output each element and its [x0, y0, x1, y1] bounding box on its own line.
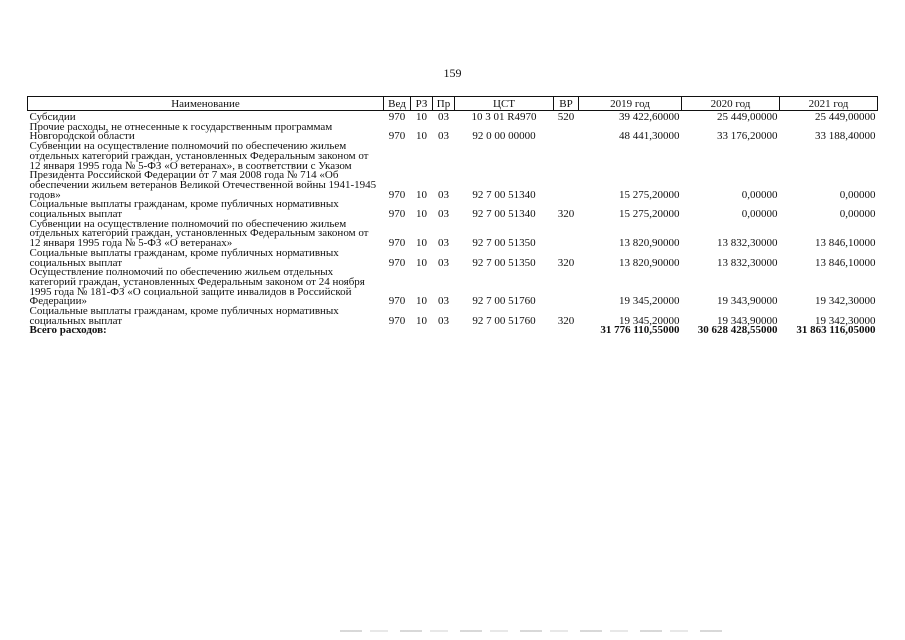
row-ved: 970 [388, 111, 406, 123]
row-2019: 13 820,90000 [619, 256, 680, 269]
table-row [28, 200, 878, 219]
row-vr [554, 142, 579, 200]
row-pr: 03 [438, 295, 449, 308]
header-pr: Пр [433, 97, 455, 111]
table-row [28, 220, 878, 249]
row-2019: 15 275,20000 [619, 208, 680, 221]
table-row [28, 268, 878, 307]
row-rz: 10 [416, 314, 427, 327]
total-2019: 31 776 110,55000 [600, 324, 680, 337]
budget-table [27, 96, 878, 336]
row-ved: 970 [388, 314, 406, 327]
row-cst: 92 7 00 51350 [472, 237, 536, 250]
row-2019: 19 345,20000 [619, 295, 680, 308]
row-2019: 15 275,20000 [619, 188, 680, 201]
row-ved: 970 [388, 188, 406, 201]
row-vr [554, 220, 579, 249]
row-name: Прочие расходы, не отнесенные к государственным программам Новгородской области [29, 120, 333, 143]
row-2021: 25 449,00000 [815, 111, 876, 123]
row-vr: 520 [557, 111, 575, 123]
row-cst: 10 3 01 R4970 [471, 111, 537, 123]
row-2020: 19 343,90000 [717, 314, 778, 327]
row-pr: 03 [438, 130, 449, 143]
row-cst: 92 7 00 51760 [472, 314, 536, 327]
row-2020: 19 343,90000 [717, 295, 778, 308]
header-name: Наименование [28, 97, 384, 111]
header-ved: Вед [384, 97, 411, 111]
row-2021: 0,00000 [839, 188, 876, 201]
row-2021: 13 846,10000 [815, 256, 876, 269]
row-pr: 03 [438, 208, 449, 221]
row-pr: 03 [438, 237, 449, 250]
row-ved: 970 [388, 130, 406, 143]
row-2021: 33 188,40000 [815, 130, 876, 143]
row-pr: 03 [438, 314, 449, 327]
row-2019: 13 820,90000 [619, 237, 680, 250]
row-pr: 03 [438, 256, 449, 269]
row-vr: 320 [557, 208, 575, 221]
total-label: Всего расходов: [29, 324, 107, 337]
total-vr-empty [554, 326, 579, 336]
total-cst-empty [455, 326, 554, 336]
total-2021: 31 863 116,05000 [796, 324, 876, 337]
row-rz: 10 [416, 295, 427, 308]
row-name: Социальные выплаты гражданам, кроме публичных нормативных социальных выплат [29, 246, 339, 269]
row-name: Субсидии [29, 111, 76, 123]
row-2020: 13 832,30000 [717, 256, 778, 269]
total-row [28, 326, 878, 336]
row-vr [554, 123, 579, 142]
table-row [28, 142, 878, 200]
header-rz: РЗ [411, 97, 433, 111]
row-cst: 92 7 00 51340 [472, 188, 536, 201]
header-2019: 2019 год [579, 97, 682, 111]
row-2019: 19 345,20000 [619, 314, 680, 327]
row-vr: 320 [557, 256, 575, 269]
row-2021: 13 846,10000 [815, 237, 876, 250]
scan-artifact-line [340, 630, 725, 632]
row-2019: 48 441,30000 [619, 130, 680, 143]
row-2021: 19 342,30000 [815, 295, 876, 308]
header-2021: 2021 год [780, 97, 878, 111]
header-2020: 2020 год [682, 97, 780, 111]
row-ved: 970 [388, 237, 406, 250]
row-name: Субвенции на осуществление полномочий по обеспечению жильем отдельных категорий граждан, установленных Федеральным законом от 12 января 1995 года № 5-ФЗ «О ветеранах», в соответствии с Указом Президента Российской Федерации от 7 мая 2008 года № 714 «Об обеспечении жильем ветеранов Великой Отечественной войны 1941-1945 годов» [29, 140, 377, 201]
row-ved: 970 [388, 256, 406, 269]
total-ved-empty [384, 326, 411, 336]
row-ved: 970 [388, 208, 406, 221]
row-name: Субвенции на осуществление полномочий по обеспечению жильем отдельных категорий граждан, установленных Федеральным законом от 12 января 1995 года № 5-ФЗ «О ветеранах» [29, 217, 369, 250]
total-2020: 30 628 428,55000 [697, 324, 778, 337]
row-2021: 0,00000 [839, 208, 876, 221]
row-vr: 320 [557, 314, 575, 327]
row-cst: 92 7 00 51350 [472, 256, 536, 269]
row-2020: 25 449,00000 [717, 111, 778, 123]
row-rz: 10 [416, 208, 427, 221]
row-rz: 10 [416, 130, 427, 143]
row-name: Осуществление полномочий по обеспечению жильем отдельных категорий граждан, установленных Федеральным законом от 24 ноября 1995 года № 181-ФЗ «О социальной защите инвалидов в Российской Федерации» [29, 266, 365, 308]
page-number: 159 [443, 66, 462, 80]
row-rz: 10 [416, 111, 427, 123]
total-rz-empty [411, 326, 433, 336]
row-2020: 33 176,20000 [717, 130, 778, 143]
row-name: Социальные выплаты гражданам, кроме публичных нормативных социальных выплат [29, 305, 339, 327]
row-pr: 03 [438, 188, 449, 201]
row-rz: 10 [416, 237, 427, 250]
total-pr-empty [433, 326, 455, 336]
row-name: Социальные выплаты гражданам, кроме публичных нормативных социальных выплат [29, 198, 339, 221]
row-2020: 0,00000 [741, 188, 778, 201]
row-2020: 13 832,30000 [717, 237, 778, 250]
row-cst: 92 7 00 51340 [472, 208, 536, 221]
header-vr: ВР [554, 97, 579, 111]
row-rz: 10 [416, 256, 427, 269]
row-cst: 92 7 00 51760 [472, 295, 536, 308]
row-vr [554, 268, 579, 307]
row-2021: 19 342,30000 [815, 314, 876, 327]
row-2020: 0,00000 [741, 208, 778, 221]
row-pr: 03 [438, 111, 449, 123]
table-header-row [28, 97, 878, 111]
row-rz: 10 [416, 188, 427, 201]
header-cst: ЦСТ [455, 97, 554, 111]
row-2019: 39 422,60000 [619, 111, 680, 123]
row-cst: 92 0 00 00000 [472, 130, 536, 143]
row-ved: 970 [388, 295, 406, 308]
